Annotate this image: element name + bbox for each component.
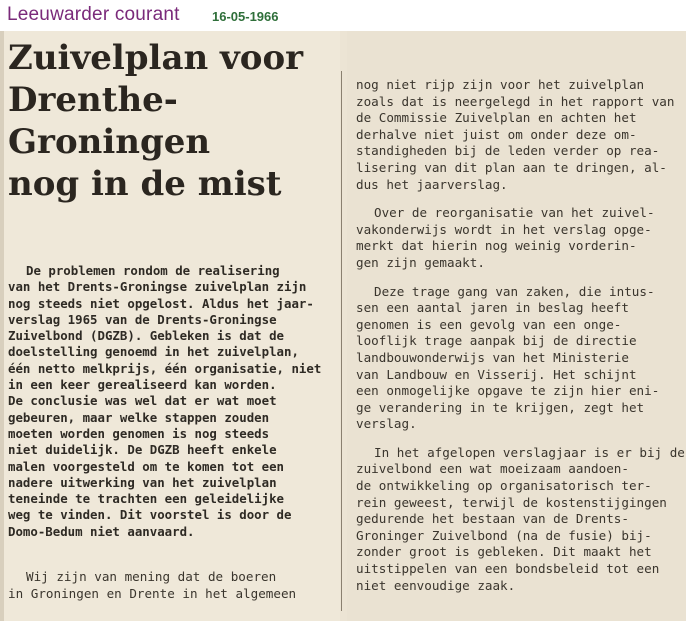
body-line: In het afgelopen verslagjaar is er bij de [374,444,685,460]
body-line: vakonderwijs wordt in het verslag opge- [356,221,652,237]
body-line: gen zijn gemaakt. [356,254,485,270]
body-line: nog niet rijp zijn voor het zuivelplan [356,77,645,92]
body-line: uitstippelen van een bondsbeleid tot een [356,561,660,577]
body-line: van Landbouw en Visserij. Het schijnt [356,366,637,382]
lead-line: gebeuren, maar welke stappen zouden [8,409,270,425]
paragraph [356,444,685,594]
newspaper-clipping [0,31,686,621]
clipping-header [0,0,686,30]
body-line: de ontwikkeling op organisatorisch ter- [356,478,652,494]
body-line: ge verandering in te krijgen, zegt het [356,399,645,415]
lead-line: in een keer gerealiseerd kan worden. [8,377,277,393]
article-lead [8,263,336,540]
lead-line: één netto melkprijs, één organisatie, niet [8,360,322,376]
body-line: genomen is een gevolg van een onge- [356,316,622,332]
body-line: rein geweest, terwijl de kostenstijgingen [356,494,667,510]
body-line: dus het jaarverslag. [356,176,508,192]
body-line: looflijk trage aanpak bij de directie [356,333,637,349]
body-line: Deze trage gang van zaken, die intus- [374,283,655,299]
lead-line: verslag 1965 van de Drents-Groningse [8,311,277,327]
lead-line: moeten worden genomen is nog steeds [8,425,270,441]
body-line: Groninger Zuivelbond (na de fusie) bij- [356,527,652,543]
body-line: de Commissie Zuivelplan en achten het [356,110,637,126]
left-body-text [8,569,336,602]
body-line: verslag. [356,416,417,432]
article-headline [8,37,333,205]
lead-line: De problemen rondom de realisering [26,263,280,278]
right-body-text [356,77,685,606]
body-line: zuivelbond een wat moeizaam aandoen- [356,461,629,477]
body-line: merkt dat hierin nog weinig vorderin- [356,238,637,254]
lead-line: Zuivelbond (DGZB). Gebleken is dat de [8,328,285,344]
body-line: landbouwonderwijs van het Ministerie [356,349,629,365]
body-line: Over de reorganisatie van het zuivel- [374,205,655,221]
lead-line: malen voorgesteld om te komen tot een [8,458,285,474]
column-divider [341,71,342,611]
body-line: sen een aantal jaren in beslag heeft [356,300,629,316]
body-line: Wij zijn van mening dat de boeren [26,569,277,584]
paragraph [356,205,682,271]
body-line: in Groningen en Drente in het algemeen [8,585,297,601]
headline-line: Zuivelplan voor [8,38,304,78]
body-line: standigheden bij de leden verder op rea- [356,143,660,159]
body-line: zoals dat is neergelegd in het rapport van [356,93,675,109]
lead-line: niet duidelijk. De DGZB heeft enkele [8,442,277,458]
paragraph [356,77,682,193]
body-line: derhalve niet juist om onder deze om- [356,126,637,142]
body-line: lisering van dit plan aan te dringen, al- [356,159,667,175]
lead-line: nadere uitwerking van het zuivelplan [8,474,277,490]
body-line: een onmogelijke opgave te zijn hier eni- [356,383,660,399]
lead-line: weg te vinden. Dit voorstel is door de [8,507,292,523]
headline-line: Drenthe- [8,80,178,120]
paper-edge [0,31,4,621]
publication-date: 16-05-1966 [212,9,279,24]
lead-line: van het Drents-Groningse zuivelplan zijn [8,279,307,295]
headline-line: nog in de mist [8,164,282,204]
lead-line: doelstelling genoemd in het zuivelplan, [8,344,299,360]
lead-line: De conclusie was wel dat er wat moet [8,393,277,409]
paragraph [356,284,682,433]
body-line: zonder groot is gebleken. Dit maakt het [356,544,652,560]
body-line: niet eenvoudige zaak. [356,577,516,593]
lead-line: nog steeds niet opgelost. Aldus het jaar- [8,295,314,311]
newspaper-name: Leeuwarder courant [7,4,180,25]
headline-line: Groningen [8,122,211,162]
lead-line: teneinde te trachten een geleidelijke [8,491,285,507]
body-line: gedurende het bestaan van de Drents- [356,511,629,527]
lead-line: Domo-Bedum niet aanvaard. [8,523,195,539]
